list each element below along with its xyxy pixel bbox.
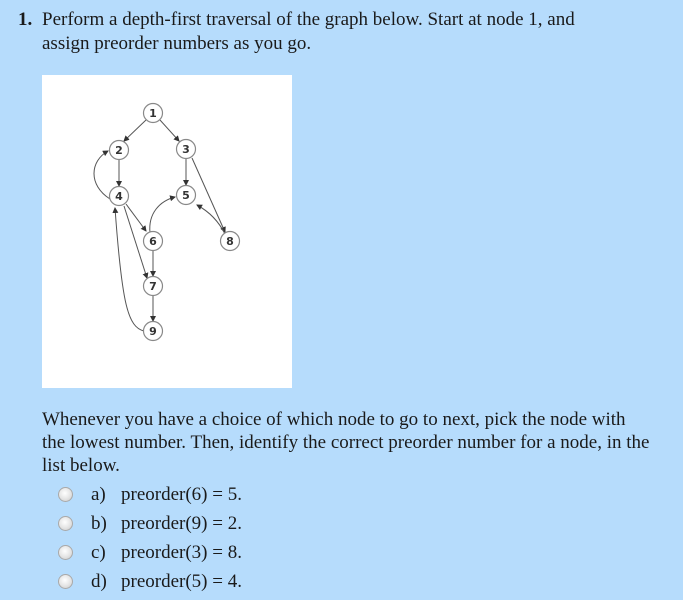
svg-text:3: 3	[182, 143, 190, 156]
edge-9-4	[115, 208, 144, 331]
radio-button[interactable]	[58, 487, 73, 502]
graph-node-2	[110, 141, 129, 160]
option-text: preorder(3) = 8.	[121, 541, 242, 563]
option-letter: c)	[91, 541, 106, 563]
svg-text:9: 9	[149, 325, 157, 338]
radio-button[interactable]	[58, 545, 73, 560]
question-number: 1.	[18, 9, 33, 30]
svg-text:5: 5	[182, 189, 190, 202]
graph-node-4	[110, 187, 129, 206]
edge-4-2	[94, 151, 110, 199]
question-text-line2: assign preorder numbers as you go.	[42, 33, 312, 54]
option-c[interactable]	[56, 538, 456, 567]
edge-1-3	[160, 120, 179, 141]
graph-node-9	[144, 322, 163, 341]
graph-node-5	[177, 186, 196, 205]
graph-node-6	[144, 232, 163, 251]
instructions-text: Whenever you have a choice of which node to go to next, pick the node with the lowest number. Then, identify the correct preorder number for a node, in the list below.	[42, 409, 650, 476]
option-d[interactable]	[56, 567, 456, 596]
graph-node-3	[177, 140, 196, 159]
graph-node-8	[221, 232, 240, 251]
svg-text:2: 2	[115, 144, 123, 157]
option-b[interactable]	[56, 509, 456, 538]
edge-1-2	[124, 120, 146, 141]
svg-text:6: 6	[149, 235, 157, 248]
question-prompt	[18, 8, 658, 56]
edge-3-8	[192, 158, 225, 232]
graph-node-7	[144, 277, 163, 296]
svg-text:4: 4	[115, 190, 123, 203]
option-letter: d)	[91, 570, 107, 592]
option-letter: a)	[91, 483, 106, 505]
radio-button[interactable]	[58, 574, 73, 589]
question-text-line1: Perform a depth-first traversal of the graph below. Start at node 1, and	[42, 9, 575, 30]
answer-options	[56, 480, 456, 596]
svg-text:7: 7	[149, 280, 157, 293]
graph-node-1	[144, 104, 163, 123]
option-text: preorder(6) = 5.	[121, 483, 242, 505]
graph-figure	[42, 75, 292, 388]
svg-text:1: 1	[149, 107, 157, 120]
svg-text:8: 8	[226, 235, 234, 248]
option-letter: b)	[91, 512, 107, 534]
edge-8-5	[197, 205, 225, 234]
graph-diagram	[42, 75, 292, 388]
option-text: preorder(5) = 4.	[121, 570, 242, 592]
radio-button[interactable]	[58, 516, 73, 531]
option-a[interactable]	[56, 480, 456, 509]
option-text: preorder(9) = 2.	[121, 512, 242, 534]
edge-4-6	[126, 204, 146, 231]
edge-6-5	[150, 197, 175, 233]
